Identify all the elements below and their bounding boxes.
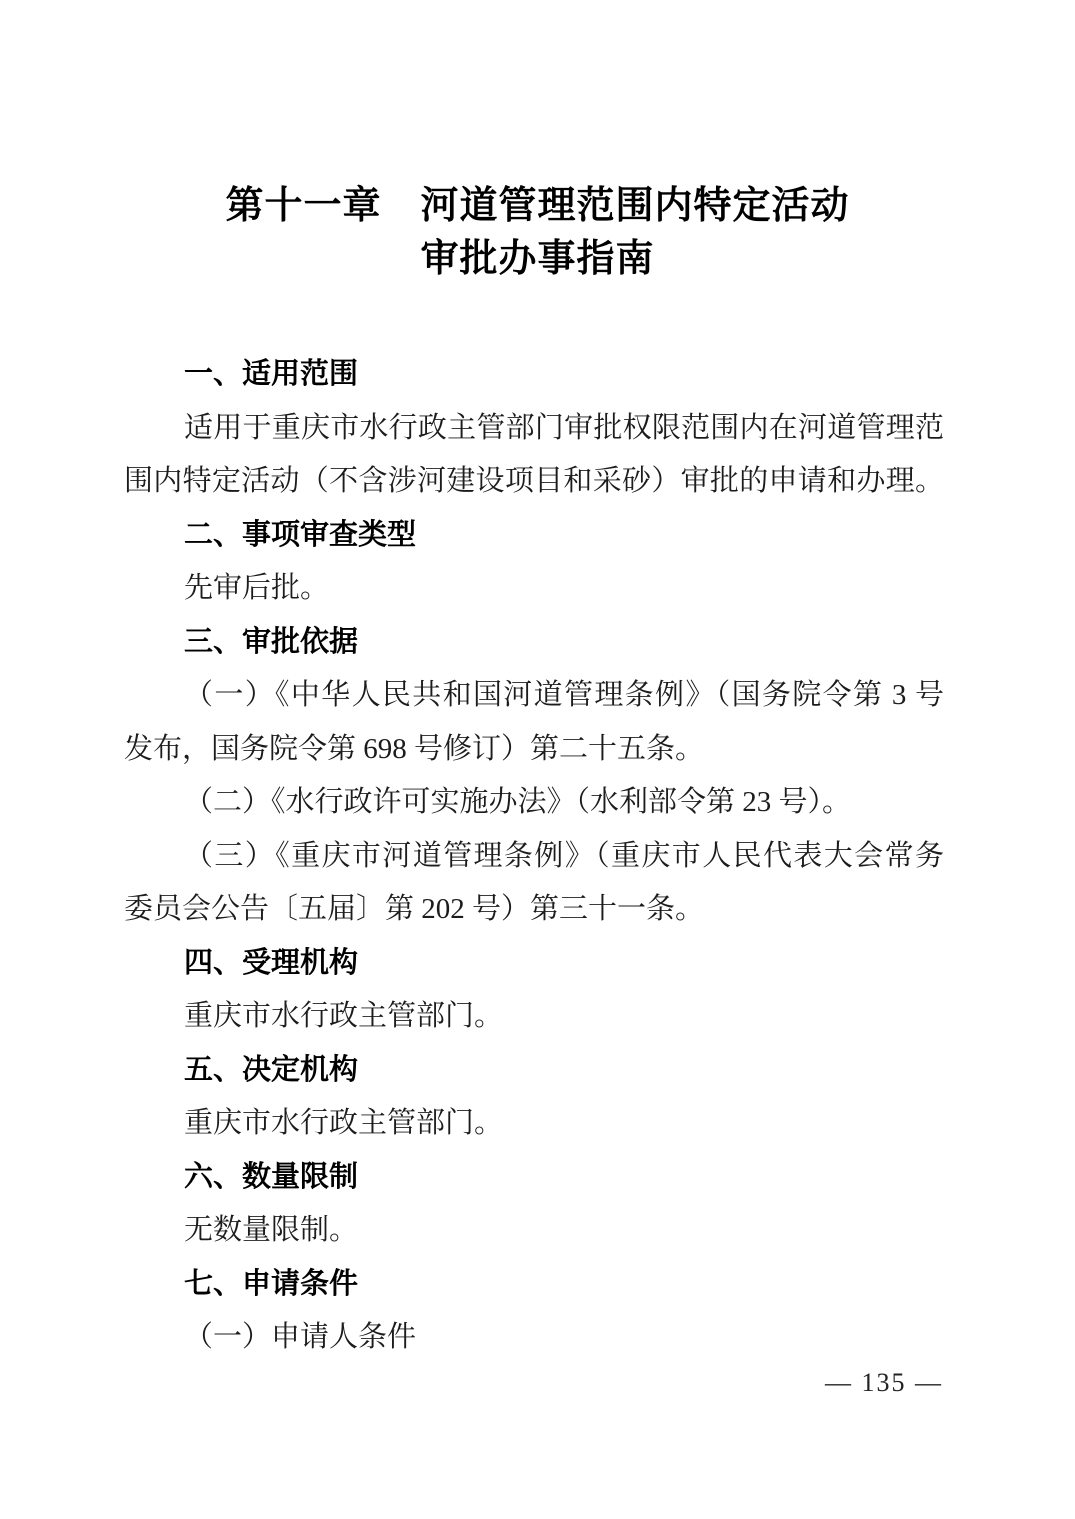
body-line: （二）《水行政许可实施办法》（水利部令第 23 号）。 (184, 786, 852, 818)
body-line: 委员会公告〔五届〕第 202 号）第三十一条。 (124, 893, 705, 925)
section-heading: 五、决定机构 (184, 1053, 359, 1086)
section-heading: 七、申请条件 (184, 1267, 359, 1300)
body-line: （三）《重庆市河道管理条例》（重庆市人民代表大会常务 (184, 839, 944, 872)
body-line: （一）《中华人民共和国河道管理条例》（国务院令第 3 号 (184, 679, 944, 711)
page-number: — 135 — (825, 1368, 943, 1397)
section-heading: 二、事项审查类型 (184, 518, 417, 551)
chapter-title-line2: 审批办事指南 (420, 238, 655, 280)
section-heading: 一、适用范围 (184, 358, 359, 390)
body-line: 适用于重庆市水行政主管部门审批权限范围内在河道管理范 (184, 411, 944, 444)
chapter-title (0, 180, 1075, 286)
body-line: 发布，国务院令第 698 号修订）第二十五条。 (124, 732, 705, 765)
body-line: 围内特定活动（不含涉河建设项目和采砂）审批的申请和办理。 (124, 465, 944, 497)
section-heading: 六、数量限制 (184, 1160, 359, 1193)
body-line: 重庆市水行政主管部门。 (184, 1107, 504, 1139)
body-line: 重庆市水行政主管部门。 (184, 1000, 504, 1032)
chapter-title-line1: 第十一章 河道管理范围内特定活动 (225, 185, 850, 227)
body-line: 无数量限制。 (184, 1214, 359, 1246)
section-heading: 四、受理机构 (184, 946, 359, 979)
body-line: （一）申请人条件 (184, 1321, 417, 1353)
document-body (124, 348, 944, 1365)
body-line: 先审后批。 (184, 572, 330, 604)
section-heading: 三、审批依据 (184, 625, 359, 658)
